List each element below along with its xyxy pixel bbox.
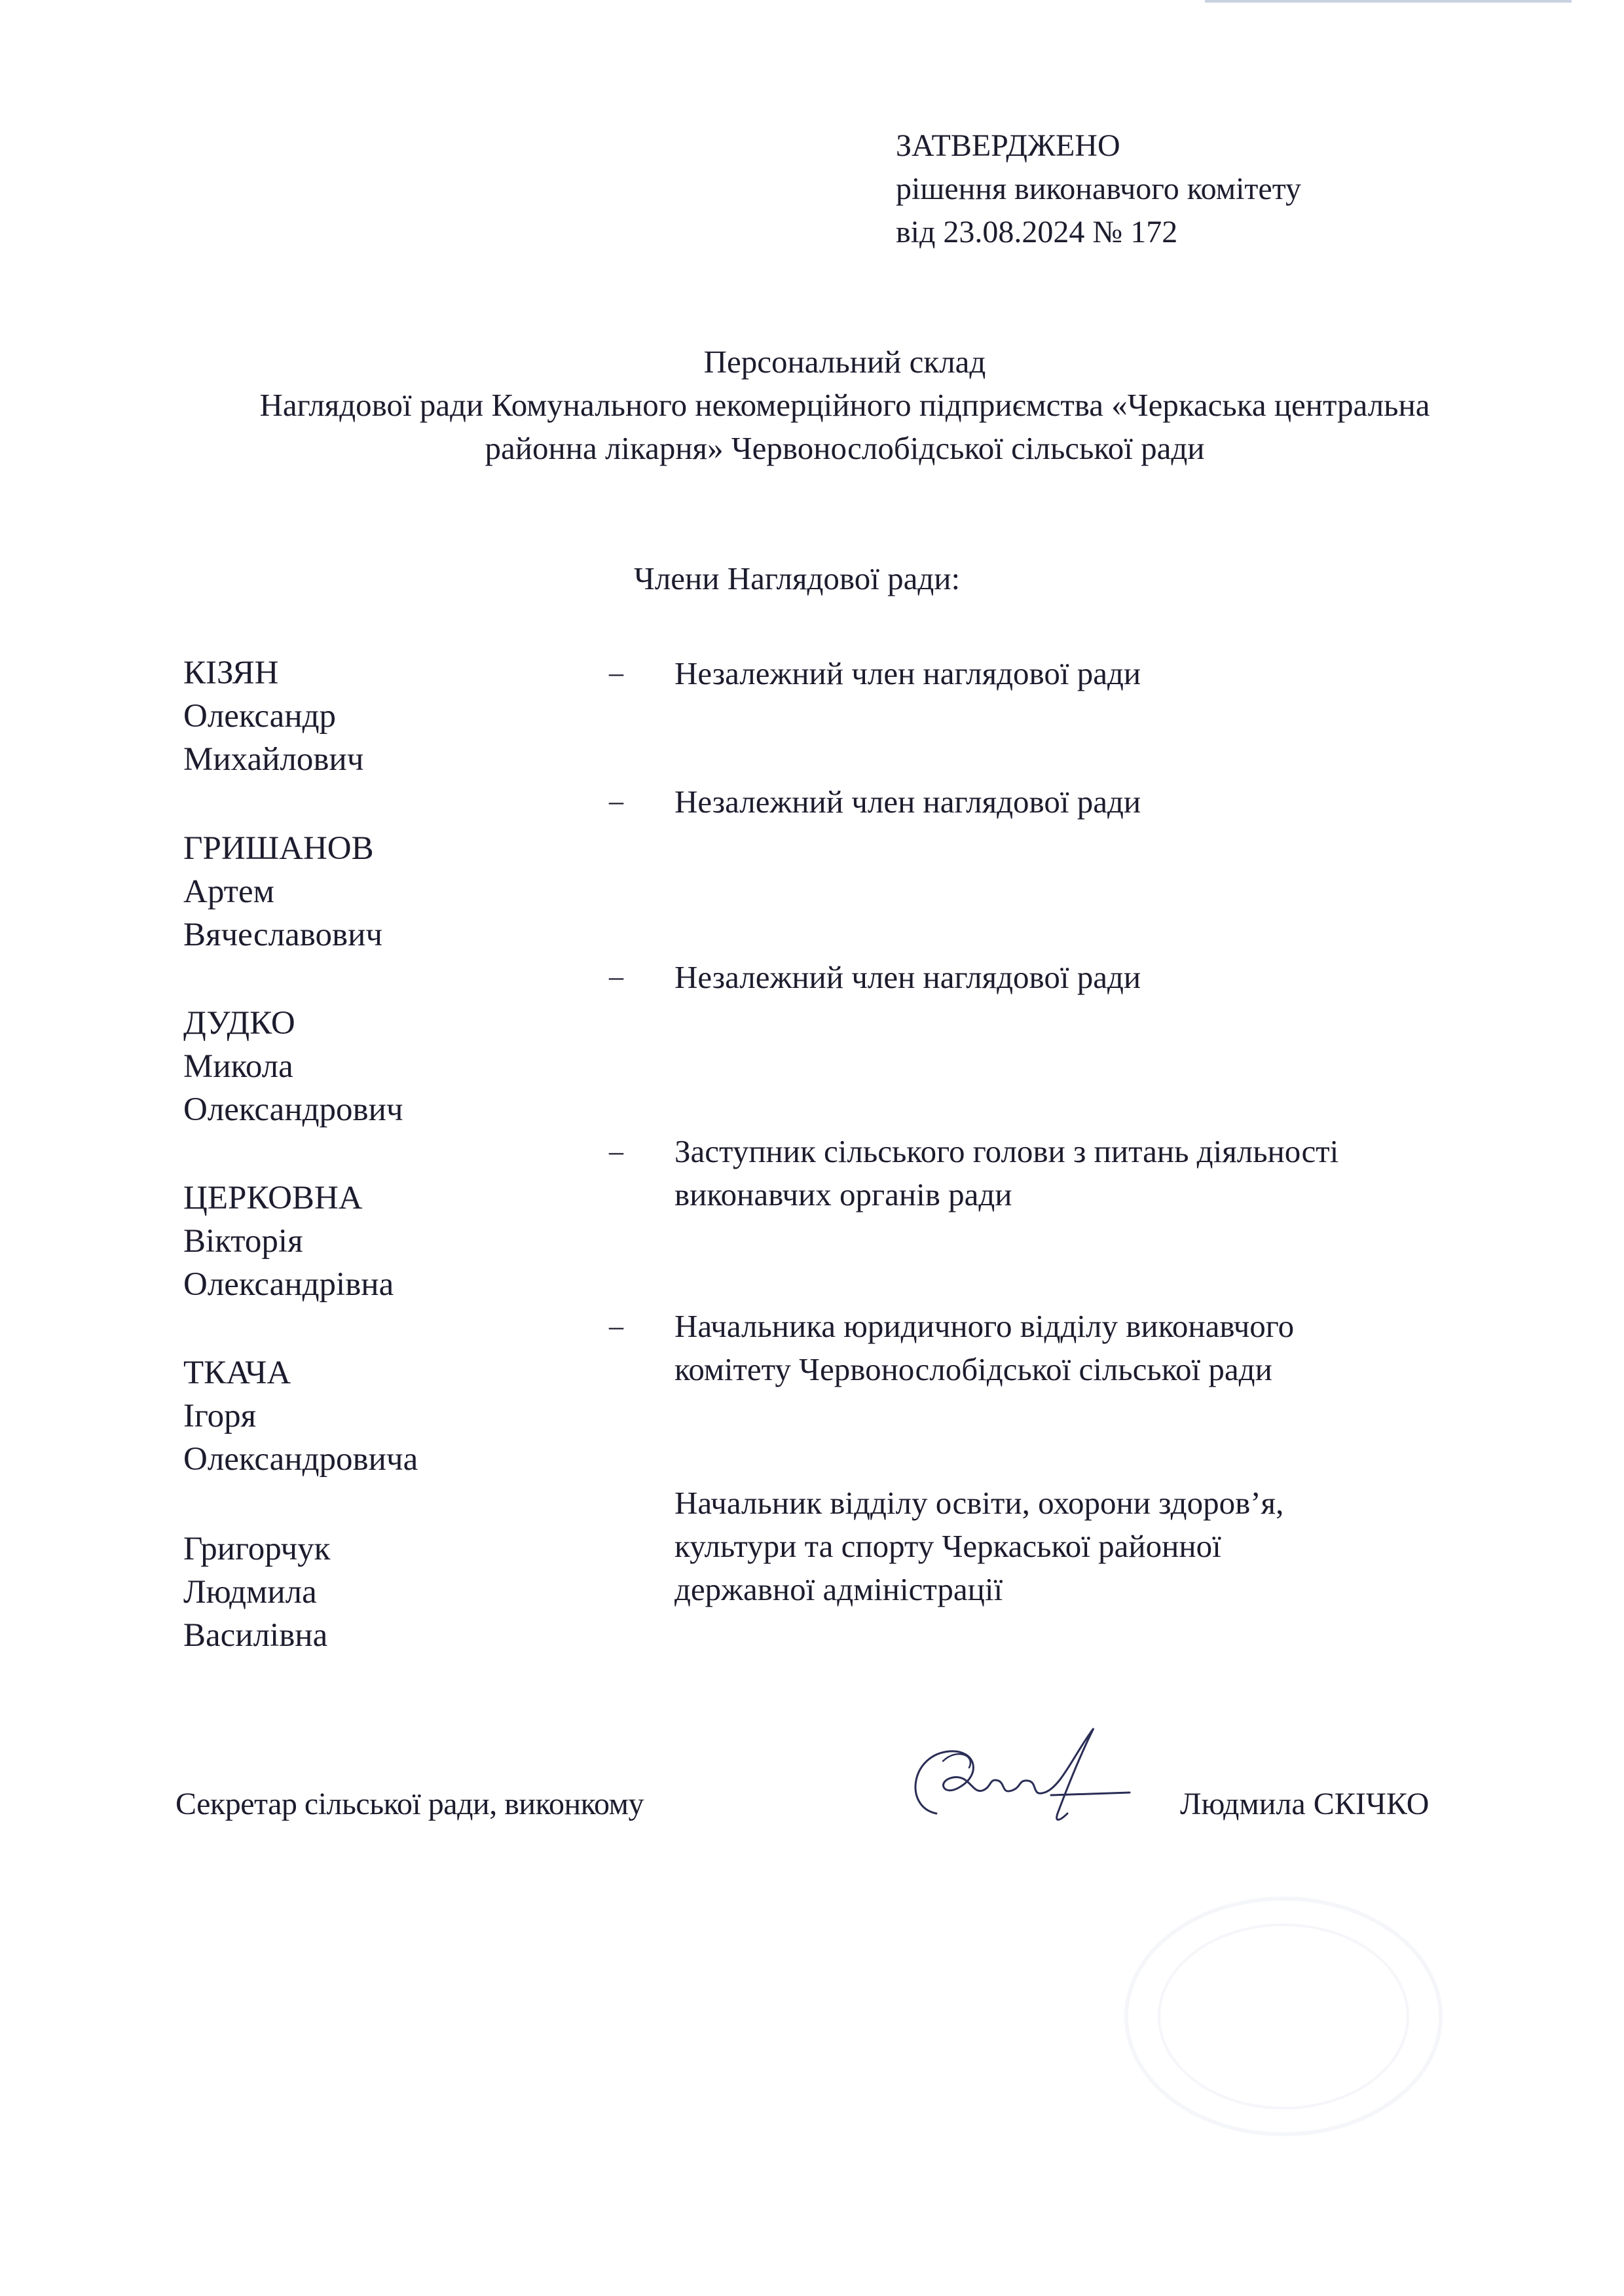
member-surname: Григорчук [183, 1531, 331, 1567]
member-role-4 [674, 1130, 1486, 1216]
member-role-line: Незалежний член наглядової ради [674, 959, 1141, 995]
signatory-name: Людмила СКІЧКО [1180, 1787, 1430, 1821]
member-role-3 [674, 956, 1486, 999]
member-name-3 [183, 1002, 403, 1131]
member-patronymic: Михайлович [183, 741, 364, 778]
member-role-2 [674, 780, 1486, 824]
title-line-3: районна лікарня» Червонослобідської сільської ради [485, 430, 1205, 466]
member-dash-2: – [609, 785, 623, 817]
member-role-line: Начальника юридичного відділу виконавчого [674, 1308, 1295, 1344]
member-first-name: Олександр [183, 698, 337, 735]
member-name-6 [183, 1527, 330, 1657]
member-surname: ДУДКО [183, 1005, 295, 1042]
member-surname: ГРИШАНОВ [183, 830, 374, 867]
member-role-line: Начальник відділу освіти, охорони здоров’я, [674, 1485, 1284, 1521]
scan-edge-line [1205, 0, 1572, 3]
member-role-6 [674, 1482, 1486, 1611]
member-role-line: Заступник сільського голови з питань діяльності [674, 1133, 1339, 1169]
member-patronymic: Олександрович [183, 1091, 403, 1128]
approval-line-2: від 23.08.2024 № 172 [896, 215, 1178, 249]
approval-line-1: рішення виконавчого комітету [896, 172, 1302, 206]
member-role-line: комітету Червонослобідської сільської ради [674, 1351, 1272, 1387]
member-first-name: Артем [183, 873, 274, 910]
member-name-4 [183, 1176, 394, 1306]
member-role-line: Незалежний член наглядової ради [674, 655, 1141, 691]
member-name-2 [183, 827, 382, 957]
member-surname: ЦЕРКОВНА [183, 1180, 363, 1216]
member-role-line: виконавчих органів ради [674, 1176, 1012, 1212]
signatory-position: Секретар сільської ради, виконкому [175, 1787, 644, 1821]
member-first-name: Вікторія [183, 1223, 303, 1260]
member-first-name: Ігоря [183, 1398, 257, 1434]
handwritten-signature [897, 1715, 1133, 1846]
member-dash-5: – [609, 1310, 623, 1342]
document-title [131, 340, 1559, 470]
member-patronymic: Олександровича [183, 1441, 418, 1478]
member-patronymic: Василівна [183, 1617, 328, 1654]
member-dash-3: – [609, 960, 623, 993]
member-surname: ТКАЧА [183, 1355, 291, 1391]
member-first-name: Микола [183, 1048, 293, 1085]
member-patronymic: Вячеславович [183, 917, 383, 953]
approval-stamp-block [896, 124, 1301, 254]
member-first-name: Людмила [183, 1574, 317, 1611]
member-patronymic: Олександрівна [183, 1266, 394, 1303]
member-surname: КІЗЯН [183, 655, 279, 691]
title-line-2: Наглядової ради Комунального некомерційного підприємства «Черкаська центральна [259, 387, 1430, 423]
member-role-5 [674, 1305, 1486, 1391]
approval-title: ЗАТВЕРДЖЕНО [896, 128, 1120, 163]
member-role-line: Незалежний член наглядової ради [674, 784, 1141, 820]
member-dash-4: – [609, 1135, 623, 1167]
members-heading: Члени Наглядової ради: [634, 560, 961, 596]
member-role-1 [674, 652, 1486, 695]
member-name-1 [183, 651, 363, 781]
member-dash-1: – [609, 657, 623, 689]
member-name-5 [183, 1351, 418, 1481]
member-role-line: державної адміністрації [674, 1571, 1003, 1607]
faded-stamp-mark [1113, 1886, 1454, 2147]
title-line-1: Персональний склад [703, 344, 986, 380]
member-role-line: культури та спорту Черкаської районної [674, 1528, 1221, 1564]
